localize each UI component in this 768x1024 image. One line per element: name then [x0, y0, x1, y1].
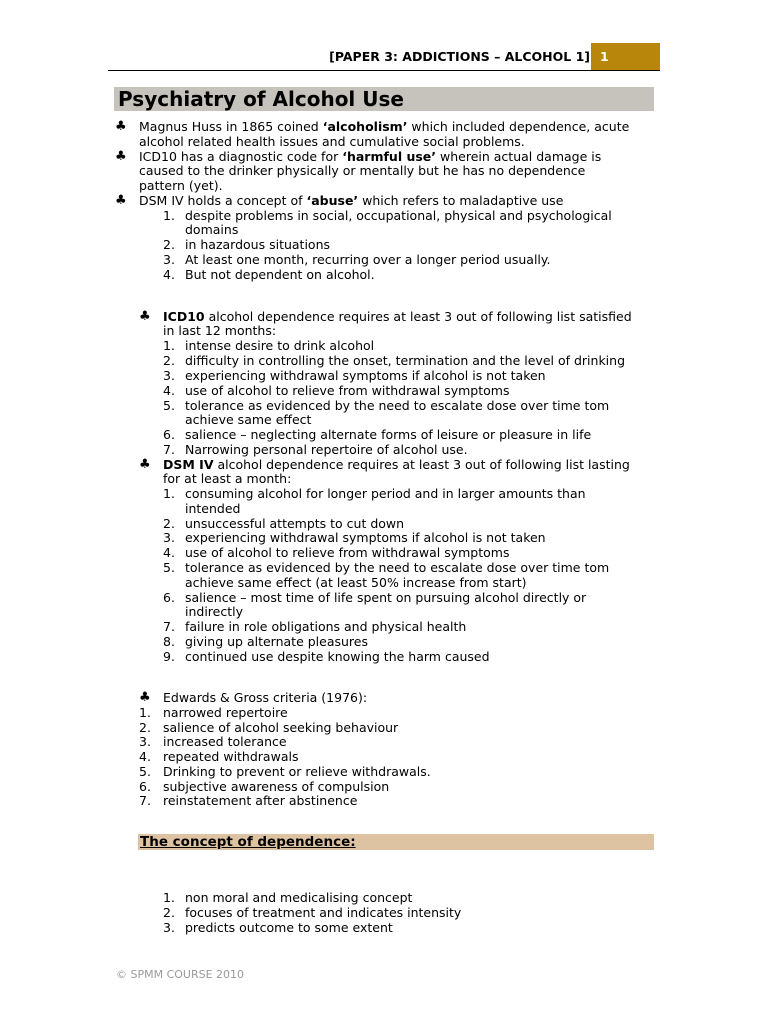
- list-item: experiencing withdrawal symptoms if alcohol is not taken: [185, 368, 546, 383]
- intro-bullet-2-line-2: caused to the drinker physically or mentally but he has no dependence: [139, 163, 586, 178]
- list-item: salience – most time of life spent on pursuing alcohol directly or: [185, 590, 587, 605]
- list-item: narrowed repertoire: [163, 705, 288, 720]
- list-number: 2.: [163, 905, 175, 920]
- club-bullet-icon: ♣: [115, 149, 127, 164]
- list-number: 4.: [163, 545, 175, 560]
- list-number: 2.: [163, 237, 175, 252]
- list-item: increased tolerance: [163, 734, 287, 749]
- dsm4-intro-line-2: for at least a month:: [163, 471, 292, 486]
- list-item: salience of alcohol seeking behaviour: [163, 720, 399, 735]
- list-number: 1.: [163, 890, 175, 905]
- list-number: 7.: [163, 442, 175, 457]
- intro-bullet-2-line-1: ICD10 has a diagnostic code for ‘harmful use’ wherein actual damage is: [139, 149, 602, 164]
- edwards-heading: Edwards & Gross criteria (1976):: [163, 690, 368, 705]
- term-abuse: ‘abuse’: [306, 193, 359, 208]
- icd10-intro-line-2: in last 12 months:: [163, 323, 277, 338]
- club-bullet-icon: ♣: [139, 309, 151, 324]
- list-item: achieve same effect (at least 50% increase from start): [185, 575, 527, 590]
- list-item: tolerance as evidenced by the need to escalate dose over time tom: [185, 398, 610, 413]
- header-rule: [108, 70, 660, 71]
- list-item: experiencing withdrawal symptoms if alcohol is not taken: [185, 530, 546, 545]
- list-item: use of alcohol to relieve from withdrawal symptoms: [185, 545, 510, 560]
- club-bullet-icon: ♣: [139, 457, 151, 472]
- club-bullet-icon: ♣: [139, 690, 151, 705]
- list-number: 3.: [163, 920, 175, 935]
- page-title: Psychiatry of Alcohol Use: [118, 87, 404, 111]
- list-item: indirectly: [185, 604, 244, 619]
- list-number: 2.: [139, 720, 151, 735]
- list-item: repeated withdrawals: [163, 749, 299, 764]
- list-item: giving up alternate pleasures: [185, 634, 368, 649]
- list-number: 1.: [163, 486, 175, 501]
- list-item: Drinking to prevent or relieve withdrawals.: [163, 764, 431, 779]
- intro-bullet-2-line-3: pattern (yet).: [139, 178, 223, 193]
- list-number: 2.: [163, 353, 175, 368]
- list-number: 1.: [163, 338, 175, 353]
- list-item: salience – neglecting alternate forms of leisure or pleasure in life: [185, 427, 592, 442]
- list-item: continued use despite knowing the harm caused: [185, 649, 490, 664]
- list-item: difficulty in controlling the onset, termination and the level of drinking: [185, 353, 626, 368]
- intro-bullet-1-line-2: alcohol related health issues and cumulative social problems.: [139, 134, 525, 149]
- list-number: 9.: [163, 649, 175, 664]
- list-number: 3.: [163, 252, 175, 267]
- list-number: 2.: [163, 516, 175, 531]
- list-number: 6.: [163, 590, 175, 605]
- icd10-intro-line-1: ICD10 alcohol dependence requires at least 3 out of following list satisfied: [163, 309, 632, 324]
- term-harmful-use: ‘harmful use’: [342, 149, 437, 164]
- header-title: [PAPER 3: ADDICTIONS – ALCOHOL 1]: [329, 49, 590, 64]
- list-number: 6.: [163, 427, 175, 442]
- list-number: 8.: [163, 634, 175, 649]
- list-item: subjective awareness of compulsion: [163, 779, 390, 794]
- page-number: 1: [600, 49, 609, 64]
- intro-bullet-1-line-1: Magnus Huss in 1865 coined ‘alcoholism’ which included dependence, acute: [139, 119, 630, 134]
- list-number: 3.: [163, 530, 175, 545]
- list-item: failure in role obligations and physical health: [185, 619, 467, 634]
- dependence-heading: The concept of dependence:: [140, 834, 356, 850]
- list-number: 6.: [139, 779, 151, 794]
- list-item: non moral and medicalising concept: [185, 890, 413, 905]
- term-alcoholism: ‘alcoholism’: [322, 119, 408, 134]
- page-footer: © SPMM COURSE 2010: [116, 968, 245, 981]
- list-item: But not dependent on alcohol.: [185, 267, 375, 282]
- list-item: reinstatement after abstinence: [163, 793, 358, 808]
- list-number: 5.: [163, 560, 175, 575]
- list-item: predicts outcome to some extent: [185, 920, 393, 935]
- list-item: intended: [185, 501, 241, 516]
- list-item: At least one month, recurring over a longer period usually.: [185, 252, 551, 267]
- list-item: Narrowing personal repertoire of alcohol use.: [185, 442, 468, 457]
- list-number: 7.: [163, 619, 175, 634]
- page-number-badge: [591, 43, 660, 70]
- list-item: intense desire to drink alcohol: [185, 338, 375, 353]
- list-number: 7.: [139, 793, 151, 808]
- list-number: 4.: [163, 383, 175, 398]
- list-item: consuming alcohol for longer period and in larger amounts than: [185, 486, 586, 501]
- list-number: 5.: [163, 398, 175, 413]
- list-number: 5.: [139, 764, 151, 779]
- list-number: 4.: [163, 267, 175, 282]
- dsm4-label: DSM IV: [163, 457, 214, 472]
- list-item: use of alcohol to relieve from withdrawal symptoms: [185, 383, 510, 398]
- list-item: achieve same effect: [185, 412, 312, 427]
- list-number: 1.: [139, 705, 151, 720]
- list-item: despite problems in social, occupational, physical and psychological: [185, 208, 612, 223]
- list-number: 3.: [139, 734, 151, 749]
- list-number: 3.: [163, 368, 175, 383]
- club-bullet-icon: ♣: [115, 119, 127, 134]
- list-item: tolerance as evidenced by the need to escalate dose over time tom: [185, 560, 610, 575]
- list-number: 1.: [163, 208, 175, 223]
- icd10-label: ICD10: [163, 309, 205, 324]
- intro-bullet-3-line-1: DSM IV holds a concept of ‘abuse’ which refers to maladaptive use: [139, 193, 564, 208]
- list-item: focuses of treatment and indicates intensity: [185, 905, 462, 920]
- list-item: in hazardous situations: [185, 237, 331, 252]
- list-item: domains: [185, 222, 239, 237]
- list-item: unsuccessful attempts to cut down: [185, 516, 405, 531]
- title-bar: [114, 87, 654, 111]
- club-bullet-icon: ♣: [115, 193, 127, 208]
- list-number: 4.: [139, 749, 151, 764]
- dsm4-intro-line-1: DSM IV alcohol dependence requires at least 3 out of following list lasting: [163, 457, 630, 472]
- dependence-heading-bar: [138, 834, 654, 850]
